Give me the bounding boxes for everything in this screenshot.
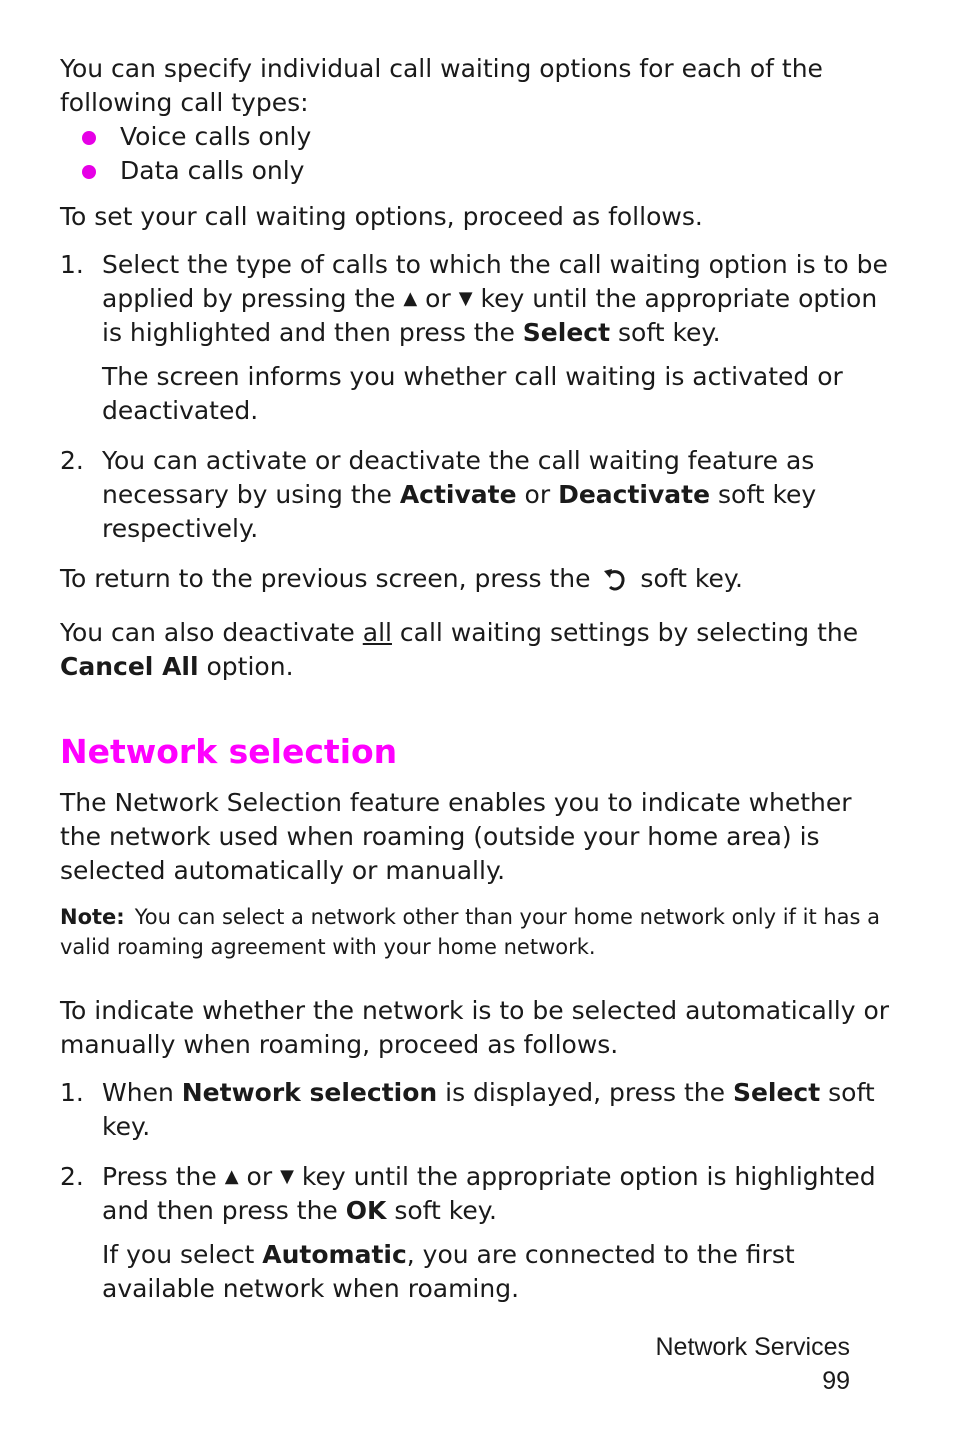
page-number: 99 — [822, 1367, 850, 1395]
proceed-text: To set your call waiting options, proceed as follows. — [60, 202, 703, 231]
call-waiting-steps — [60, 248, 890, 546]
step-note: If you select Automatic, you are connected to the first available network when roaming. — [102, 1240, 795, 1303]
footer-section-title: Network Services — [655, 1333, 850, 1361]
list-item: Voice calls only — [60, 120, 890, 154]
network-steps — [60, 1076, 890, 1306]
activate-key-label: Activate — [399, 480, 517, 509]
step-item: 2. You can activate or deactivate the call waiting feature as necessary by using the Activate or Deactivate soft key respectively. — [60, 446, 817, 543]
back-arrow-icon — [602, 565, 628, 604]
up-arrow-icon: ▲ — [224, 1166, 239, 1187]
return-text: To return to the previous screen, press the soft key. — [60, 562, 890, 604]
proceed-text: To indicate whether the network is to be selected automatically or manually when roaming, proceed as follows. — [60, 996, 890, 1059]
down-arrow-icon: ▼ — [458, 288, 473, 309]
cancel-all-label: Cancel All — [60, 652, 199, 681]
step-item: 2. Press the ▲ or ▼ key until the appropriate option is highlighted and then press the OK soft key. If you select Automatic, you are connected to the first available network when roaming. — [60, 1160, 890, 1306]
bullet-icon — [82, 165, 96, 179]
step-note: The screen informs you whether call waiting is activated or deactivated. — [102, 362, 843, 425]
note: Note: You can select a network other than your home network only if it has a valid roaming agreement with your home network. — [60, 905, 881, 959]
note-label: Note: — [60, 905, 125, 929]
call-types-list — [60, 120, 890, 188]
select-key-label: Select — [522, 318, 611, 347]
cancel-all-text: You can also deactivate all call waiting settings by selecting the Cancel All option. — [60, 618, 859, 681]
down-arrow-icon: ▼ — [280, 1166, 294, 1187]
section-description: The Network Selection feature enables you to indicate whether the network used when roaming (outside your home area) is selected automatically or manually. — [60, 788, 852, 885]
step-item: 1. Select the type of calls to which the call waiting option is to be applied by pressing the ▲ or ▼ key until the appropriate option is highlighted and then press the Select soft key. The screen informs you whether call waiting is activated or deactivated. — [60, 248, 890, 428]
up-arrow-icon: ▲ — [403, 288, 418, 309]
step-item: 1. When Network selection is displayed, press the Select soft key. — [60, 1078, 875, 1141]
section-heading: Network selection — [60, 732, 398, 771]
list-item: Data calls only — [60, 154, 890, 188]
bullet-icon — [82, 131, 96, 145]
intro-text: You can specify individual call waiting options for each of the following call types: — [60, 54, 823, 117]
page-footer — [656, 1330, 851, 1398]
deactivate-key-label: Deactivate — [558, 480, 711, 509]
page-content — [60, 52, 890, 1322]
